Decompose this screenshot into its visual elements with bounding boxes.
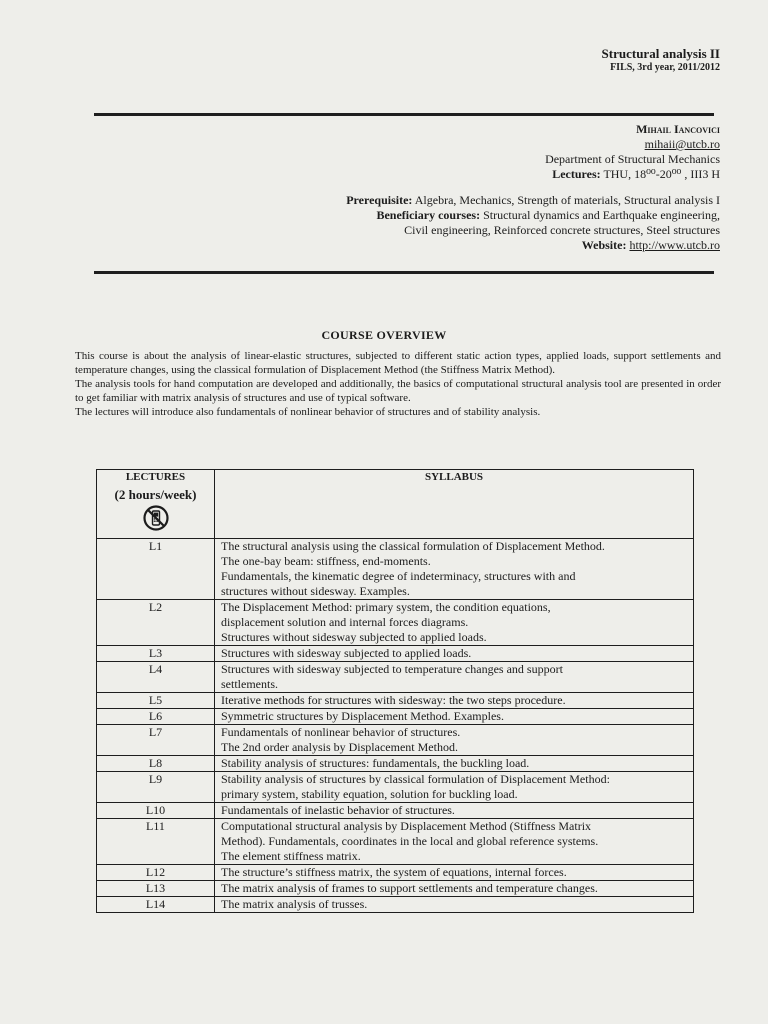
lecture-description (215, 662, 694, 693)
lecture-code: L12 (97, 865, 215, 881)
lecture-code: L14 (97, 897, 215, 913)
beneficiary-label: Beneficiary courses: (376, 208, 481, 222)
lecture-code: L9 (97, 772, 215, 803)
lecture-description (215, 646, 694, 662)
description-line: The matrix analysis of frames to support settlements and temperature changes. (221, 881, 598, 895)
lecture-description (215, 539, 694, 600)
description-line: primary system, stability equation, solution for buckling load. (221, 787, 518, 801)
lecture-code: L10 (97, 803, 215, 819)
table-row (97, 865, 694, 881)
table-row (97, 693, 694, 709)
description-line: Iterative methods for structures with sidesway: the two steps procedure. (221, 693, 566, 707)
description-line: Fundamentals of inelastic behavior of structures. (221, 803, 455, 817)
course-meta: FILS, 3rd year, 2011/2012 (610, 62, 720, 73)
lecture-description (215, 600, 694, 646)
instructor-email[interactable]: mihaii@utcb.ro (644, 137, 720, 151)
table-row (97, 662, 694, 693)
lecture-description (215, 819, 694, 865)
lectures-line (545, 167, 720, 182)
lectures-value: THU, 18⁰⁰-20⁰⁰ , III3 H (603, 167, 720, 181)
lecture-description (215, 756, 694, 772)
description-line: The structure’s stiffness matrix, the system of equations, internal forces. (221, 865, 567, 879)
lectures-header (97, 470, 215, 539)
beneficiary-line (346, 208, 720, 223)
lecture-code: L3 (97, 646, 215, 662)
lecture-description (215, 803, 694, 819)
description-line: The 2nd order analysis by Displacement Method. (221, 740, 458, 754)
overview-paragraph-3: The lectures will introduce also fundamentals of nonlinear behavior of structures and of stability analysis. (75, 406, 541, 418)
lecture-description (215, 693, 694, 709)
lecture-code: L8 (97, 756, 215, 772)
table-row (97, 756, 694, 772)
table-row (97, 897, 694, 913)
course-title: Structural analysis II (601, 46, 720, 61)
table-row (97, 646, 694, 662)
beneficiary-value-2: Civil engineering, Reinforced concrete structures, Steel structures (404, 223, 720, 237)
overview-paragraph-2: The analysis tools for hand computation are developed and additionally, the basics of computational structural analysis tool are presented in order to get familiar with matrix analysis of structures and use of typical software. (75, 378, 721, 404)
table-row (97, 725, 694, 756)
table-row (97, 539, 694, 600)
overview-title: COURSE OVERVIEW (321, 328, 447, 342)
lecture-code: L4 (97, 662, 215, 693)
description-line: The matrix analysis of trusses. (221, 897, 368, 911)
description-line: Structures with sidesway subjected to applied loads. (221, 646, 472, 660)
overview-text (75, 349, 721, 419)
description-line: The structural analysis using the classical formulation of Displacement Method. (221, 539, 605, 553)
no-phone-icon (143, 505, 169, 531)
description-line: settlements. (221, 677, 278, 691)
lecture-code: L13 (97, 881, 215, 897)
website-label: Website: (581, 238, 627, 252)
prerequisite-label: Prerequisite: (346, 193, 413, 207)
lecture-description (215, 725, 694, 756)
description-line: The element stiffness matrix. (221, 849, 361, 863)
hours-per-week: (2 hours/week) (114, 487, 197, 502)
prerequisite-line (346, 193, 720, 208)
bottom-rule (94, 271, 714, 274)
table-row (97, 600, 694, 646)
overview-paragraph-1: This course is about the analysis of linear-elastic structures, subjected to different static action types, applied loads, support settlements and temperature changes, using the classical formulation of Displacement Method (the Stiffness Matrix Method). (75, 350, 721, 376)
syllabus-header: SYLLABUS (215, 470, 694, 539)
website-link[interactable]: http://www.utcb.ro (629, 238, 720, 252)
lecture-code: L7 (97, 725, 215, 756)
requirements-block (346, 193, 720, 253)
table-row (97, 772, 694, 803)
description-line: Stability analysis of structures by classical formulation of Displacement Method: (221, 772, 610, 786)
instructor-name: Mihail Iancovici (636, 122, 720, 136)
table-row (97, 709, 694, 725)
website-line (346, 238, 720, 253)
lecture-code: L11 (97, 819, 215, 865)
instructor-block (545, 122, 720, 182)
syllabus-table (96, 469, 694, 913)
description-line: structures without sidesway. Examples. (221, 584, 410, 598)
description-line: The Displacement Method: primary system, the condition equations, (221, 600, 551, 614)
syllabus-body (97, 539, 694, 913)
lecture-description (215, 709, 694, 725)
description-line: Stability analysis of structures: fundamentals, the buckling load. (221, 756, 530, 770)
lectures-label: Lectures: (552, 167, 601, 181)
lecture-description (215, 881, 694, 897)
lecture-description (215, 897, 694, 913)
beneficiary-value-1: Structural dynamics and Earthquake engineering, (483, 208, 720, 222)
table-header-row (97, 470, 694, 539)
department: Department of Structural Mechanics (545, 152, 720, 166)
description-line: The one-bay beam: stiffness, end-moments. (221, 554, 431, 568)
lecture-description (215, 772, 694, 803)
description-line: displacement solution and internal forces diagrams. (221, 615, 469, 629)
lecture-code: L2 (97, 600, 215, 646)
description-line: Method). Fundamentals, coordinates in the local and global reference systems. (221, 834, 599, 848)
prerequisite-value: Algebra, Mechanics, Strength of materials, Structural analysis I (414, 193, 720, 207)
lecture-code: L6 (97, 709, 215, 725)
table-row (97, 881, 694, 897)
description-line: Structures with sidesway subjected to temperature changes and support (221, 662, 563, 676)
lecture-description (215, 865, 694, 881)
table-row (97, 819, 694, 865)
lecture-code: L5 (97, 693, 215, 709)
table-row (97, 803, 694, 819)
description-line: Symmetric structures by Displacement Method. Examples. (221, 709, 504, 723)
top-rule (94, 113, 714, 116)
lecture-code: L1 (97, 539, 215, 600)
lectures-header-label: LECTURES (125, 471, 186, 483)
description-line: Computational structural analysis by Displacement Method (Stiffness Matrix (221, 819, 592, 833)
description-line: Fundamentals of nonlinear behavior of structures. (221, 725, 461, 739)
description-line: Structures without sidesway subjected to applied loads. (221, 630, 487, 644)
description-line: Fundamentals, the kinematic degree of indeterminacy, structures with and (221, 569, 576, 583)
